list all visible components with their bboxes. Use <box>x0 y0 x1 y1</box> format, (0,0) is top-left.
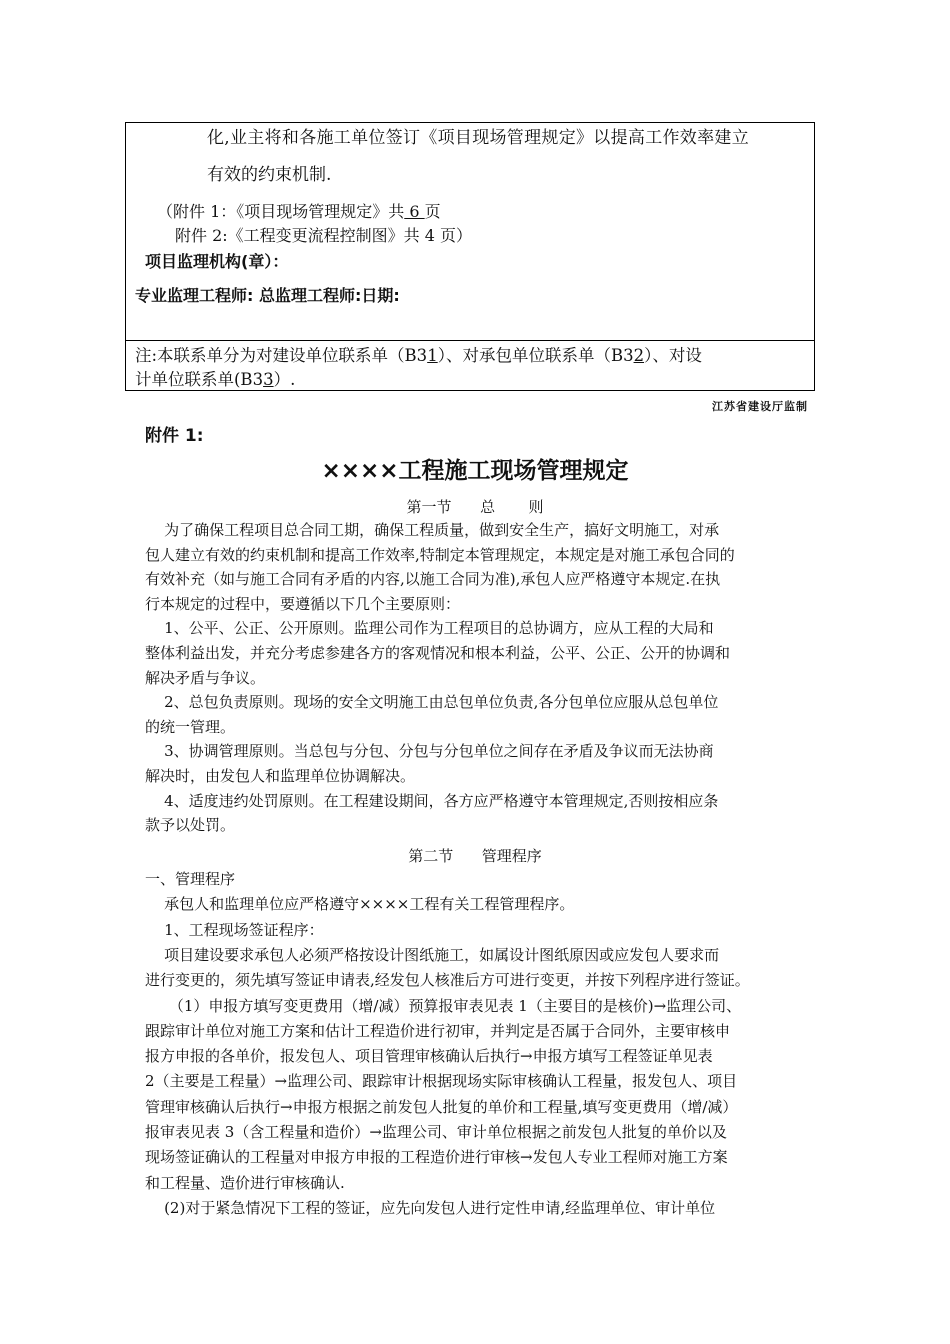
body-text-line: 管理审核确认后执行→申报方根据之前发包人批复的单价和工程量,填写变更费用（增/减） <box>145 1097 738 1116</box>
attachment-1-text: （附件 1：《项目现场管理规定》共 <box>157 202 405 221</box>
form-content-line: 化,业主将和各施工单位签订《项目现场管理规定》以提高工作效率建立 <box>207 128 750 148</box>
attachment-1-unit: 页 <box>424 202 441 221</box>
body-text-line: 解决矛盾与争议。 <box>145 668 266 687</box>
body-text-line: 跟踪审计单位对施工方案和估计工程造价进行初审，并判定是否属于合同外，主要审核申 <box>145 1021 731 1040</box>
body-text-line: 的统一管理。 <box>145 717 236 736</box>
document-title: ××××工程施工现场管理规定 <box>321 458 629 484</box>
body-text-line: 项目建设要求承包人必须严格按设计图纸施工，如属设计图纸原因或应发包人要求而 <box>145 945 720 964</box>
form-row-divider <box>126 340 814 341</box>
body-text-line: 解决时，由发包人和监理单位协调解决。 <box>145 767 416 785</box>
form-note-line: 注:本联系单分为对建设单位联系单（B31）、对承包单位联系单（B32）、对设 <box>135 346 702 365</box>
body-text-line: 现场签证确认的工程量对申报方申报的工程造价进行审核→发包人专业工程师对施工方案 <box>145 1148 728 1167</box>
body-text-line: 4、适度违约处罚原则。在工程建设期间，各方应严格遵守本管理规定,否则按相应条 <box>145 791 719 810</box>
body-text-line: 1、公平、公正、公开原则。监理公司作为工程项目的总协调方，应从工程的大局和 <box>145 619 714 638</box>
body-text-line: 为了确保工程项目总合同工期，确保工程质量，做到安全生产，搞好文明施工，对承 <box>145 521 720 539</box>
body-text-line: 报审表见表 3（含工程量和造价）→监理公司、审计单位根据之前发包人批复的单价以及 <box>145 1123 727 1141</box>
body-text-line: 3、协调管理原则。当总包与分包、分包与分包单位之间存在矛盾及争议而无法协商 <box>145 742 714 761</box>
body-text-line: 有效补充（如与施工合同有矛盾的内容,以施工合同为准),承包人应严格遵守本规定.在执 <box>145 570 721 589</box>
body-text-line: (2)对于紧急情况下工程的签证，应先向发包人进行定性申请,经监理单位、审计单位 <box>145 1198 716 1217</box>
body-text-line: 报方申报的各单价，报发包人、项目管理审核确认后执行→申报方填写工程签证单见表 <box>145 1047 713 1066</box>
supervisor-note: 江苏省建设厅监制 <box>712 400 808 413</box>
body-text-line: （1）申报方填写变更费用（增/减）预算报审表见表 1（主要目的是核价)→监理公司、 <box>145 996 742 1015</box>
body-text-line: 2（主要是工程量）→监理公司、跟踪审计根据现场实际审核确认工程量，报发包人、项目 <box>145 1072 738 1091</box>
body-text-line: 整体利益出发，并充分考虑参建各方的客观情况和根本利益，公平、公正、公开的协调和 <box>145 644 731 662</box>
form-content-line: 有效的约束机制. <box>207 165 332 185</box>
body-text-line: 承包人和监理单位应严格遵守××××工程有关工程管理程序。 <box>145 895 575 914</box>
body-text-line: 2、总包负责原则。现场的安全文明施工由总包单位负责,各分包单位应服从总包单位 <box>145 693 719 712</box>
body-text-line: 1、工程现场签证程序： <box>145 920 324 939</box>
body-text-line: 和工程量、造价进行审核确认. <box>145 1173 345 1192</box>
body-text-line: 包人建立有效的约束机制和提高工作效率,特制定本管理规定，本规定是对施工承包合同的 <box>145 545 735 564</box>
attachment-1-ref <box>157 202 441 222</box>
supervision-org-label: 项目监理机构(章）： <box>145 252 289 271</box>
engineer-signature-line: 专业监理工程师: 总监理工程师:日期: <box>135 286 400 305</box>
body-text-line: 款予以处罚。 <box>145 816 236 835</box>
attachment-2-ref: 附件 2:《工程变更流程控制图》共 4 页） <box>175 226 473 245</box>
section-1-title: 第一节 总 则 <box>406 498 544 516</box>
form-note-line: 计单位联系单(B33）. <box>135 370 296 389</box>
attachment-1-pages: 6 <box>404 202 425 221</box>
body-text-line: 行本规定的过程中，要遵循以下几个主要原则： <box>145 594 461 613</box>
section-2-title: 第二节 管理程序 <box>408 847 542 865</box>
body-text-line: 进行变更的，须先填写签证申请表,经发包人核准后方可进行变更，并按下列程序进行签证。 <box>145 971 750 990</box>
body-text-line: 一、管理程序 <box>145 870 236 888</box>
attachment-label: 附件 1: <box>145 426 204 446</box>
